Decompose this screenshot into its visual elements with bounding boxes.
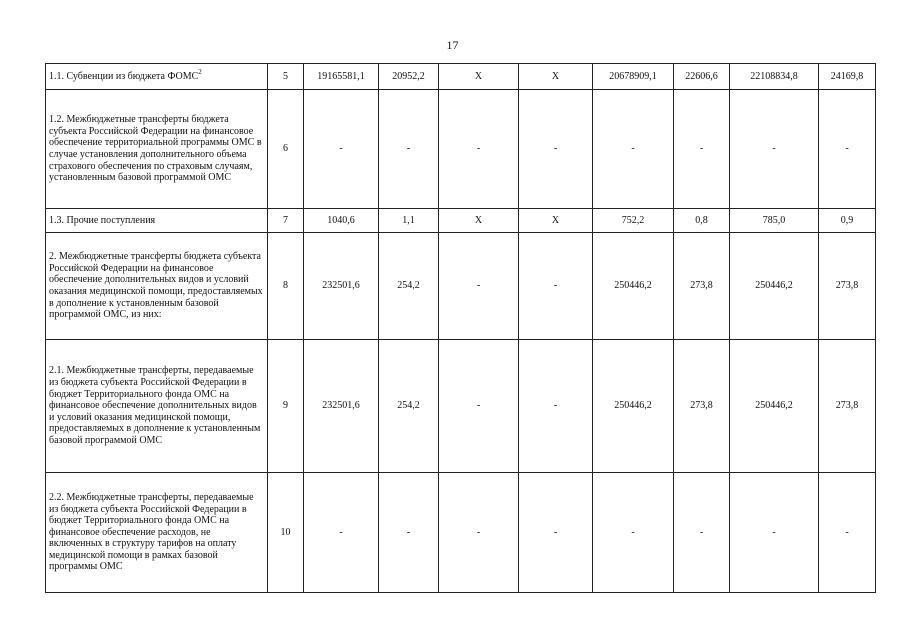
table-cell: 250446,2 [593, 233, 674, 340]
table-cell: 0,8 [674, 209, 730, 233]
table-row [46, 340, 876, 473]
row-code: 8 [268, 233, 304, 340]
table-cell: - [304, 473, 379, 593]
table-cell: 273,8 [674, 233, 730, 340]
table-cell: 250446,2 [730, 233, 819, 340]
table-cell: - [519, 90, 593, 209]
table-cell: - [439, 233, 519, 340]
page-number: 17 [446, 38, 459, 52]
table-row [46, 233, 876, 340]
table-cell: 273,8 [819, 233, 876, 340]
table-cell: 22606,6 [674, 64, 730, 90]
table-cell: - [730, 473, 819, 593]
table-row [46, 473, 876, 593]
row-label: 1.2. Межбюджетные трансферты бюджета субъекта Российской Федерации на финансовое обеспечение территориальной программы ОМС в случае установления дополнительного объема страхового обеспечения по страховым случаям, установленным базовой программой ОМС [46, 90, 268, 209]
table-cell: - [519, 473, 593, 593]
row-label: 1.1. Субвенции из бюджета ФОМС$^2$ [46, 64, 268, 90]
table-cell: - [593, 473, 674, 593]
row-label: 2.2. Межбюджетные трансферты, передаваемые из бюджета субъекта Российской Федерации в бюджет Территориального фонда ОМС на финансовое обеспечение расходов, не включенных в структуру тарифов на оплату медицинской помощи в рамках базовой программы ОМС [46, 473, 268, 593]
table-cell: - [819, 90, 876, 209]
table-cell: - [439, 473, 519, 593]
table-cell: - [519, 233, 593, 340]
table-cell: 20678909,1 [593, 64, 674, 90]
table-cell: - [674, 473, 730, 593]
table-cell: 0,9 [819, 209, 876, 233]
table-cell: - [379, 473, 439, 593]
row-code: 9 [268, 340, 304, 473]
table-cell: - [593, 90, 674, 209]
table-cell: 232501,6 [304, 340, 379, 473]
table-cell: 250446,2 [593, 340, 674, 473]
table-cell: 1,1 [379, 209, 439, 233]
table-row [46, 209, 876, 233]
row-label: 2. Межбюджетные трансферты бюджета субъекта Российской Федерации на финансовое обеспечение дополнительных видов и условий оказания медицинской помощи, предоставляемых в дополнение к установленным базовой программой ОМС, из них: [46, 233, 268, 340]
table-cell: - [439, 90, 519, 209]
table-cell: Х [439, 209, 519, 233]
budget-table [45, 63, 876, 593]
table-cell: 22108834,8 [730, 64, 819, 90]
table-cell: 254,2 [379, 340, 439, 473]
row-code: 5 [268, 64, 304, 90]
row-label: 2.1. Межбюджетные трансферты, передаваемые из бюджета субъекта Российской Федерации в бюджет Территориального фонда ОМС на финансовое обеспечение дополнительных видов и условий оказания медицинской помощи, предоставляемых в дополнение к установленным базовой программой ОМС [46, 340, 268, 473]
table-cell: - [519, 340, 593, 473]
table-cell: 254,2 [379, 233, 439, 340]
table-cell: - [304, 90, 379, 209]
table-cell: 250446,2 [730, 340, 819, 473]
table-cell: 232501,6 [304, 233, 379, 340]
table-cell: - [439, 340, 519, 473]
table-cell: 273,8 [674, 340, 730, 473]
table-cell: Х [439, 64, 519, 90]
table-cell: 752,2 [593, 209, 674, 233]
row-code: 7 [268, 209, 304, 233]
table-cell: - [819, 473, 876, 593]
table-cell: 24169,8 [819, 64, 876, 90]
table-row [46, 90, 876, 209]
table-cell: Х [519, 209, 593, 233]
table-row [46, 64, 876, 90]
table-cell: 1040,6 [304, 209, 379, 233]
table-cell: - [730, 90, 819, 209]
row-label: 1.3. Прочие поступления [46, 209, 268, 233]
row-code: 10 [268, 473, 304, 593]
table-cell: Х [519, 64, 593, 90]
row-code: 6 [268, 90, 304, 209]
table-cell: 19165581,1 [304, 64, 379, 90]
footnote-marker: 2 [198, 67, 202, 76]
table-cell: 20952,2 [379, 64, 439, 90]
table-cell: - [379, 90, 439, 209]
table-cell: 785,0 [730, 209, 819, 233]
table-cell: 273,8 [819, 340, 876, 473]
table-cell: - [674, 90, 730, 209]
